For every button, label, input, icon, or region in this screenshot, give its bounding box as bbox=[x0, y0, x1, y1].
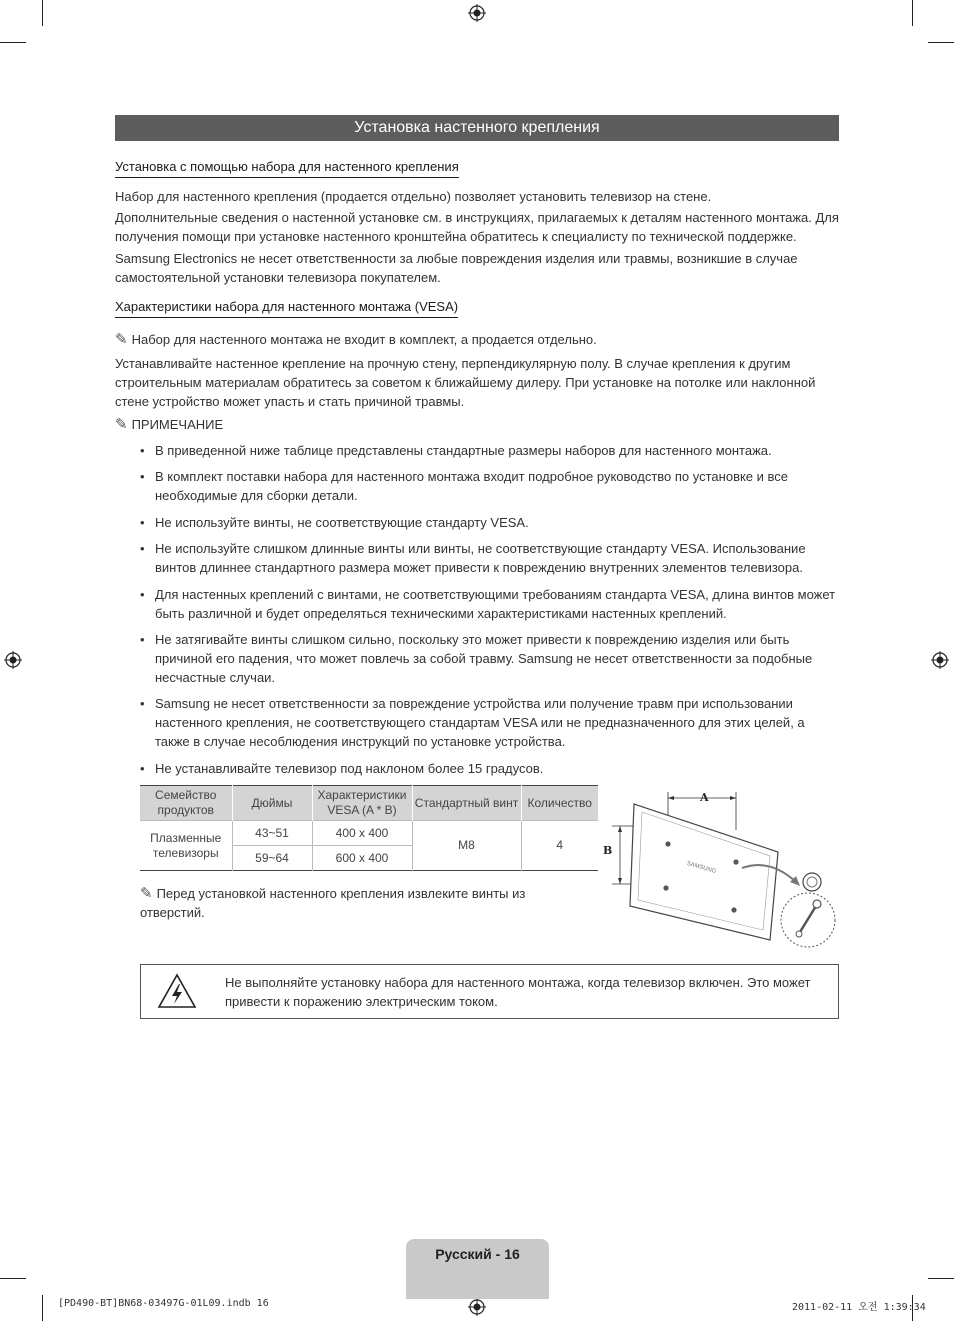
note-heading-text: ПРИМЕЧАНИЕ bbox=[131, 417, 224, 432]
column-header: Характеристики VESA (A * B) bbox=[312, 786, 412, 821]
footer-file-info: [PD490-BT]BN68-03497G-01L09.indb 16 bbox=[58, 1298, 269, 1309]
footer-timestamp: 2011-02-11 오전 1:39:34 bbox=[792, 1302, 926, 1313]
column-header: Семейство продуктов bbox=[140, 786, 232, 821]
tv-brand-label: SAMSUNG bbox=[685, 860, 717, 875]
subheading-vesa-specs: Характеристики набора для настенного монтажа (VESA) bbox=[115, 299, 458, 318]
warning-box bbox=[140, 964, 839, 1019]
list-item: • Samsung не несет ответственности за повреждение устройства или получение травм при использовании настенного крепления, не соответствующего стандартам VESA или не предназначенного для этих целей, а также в случае несоблюдения инструкций по установке устройства. bbox=[140, 696, 805, 750]
column-header: Стандартный винт bbox=[412, 786, 521, 821]
column-header: Дюймы bbox=[232, 786, 312, 821]
paragraph-kit-sold-separately: Набор для настенного крепления (продается отдельно) позволяет установить телевизор на стене. bbox=[115, 189, 712, 204]
registration-mark-icon bbox=[468, 4, 486, 22]
pencil-note-icon: ✎ bbox=[115, 331, 128, 348]
paragraph-samsung-liability: Samsung Electronics не несет ответственности за любые повреждения изделия или травмы, возникшие в случае самостоятельной установки телевизора покупателем. bbox=[115, 251, 798, 285]
note-kit-not-included bbox=[115, 330, 597, 349]
list-item: • В приведенной ниже таблице представлены стандартные размеры наборов для настенного монтажа. bbox=[140, 443, 772, 458]
table-row bbox=[140, 821, 598, 846]
warning-text: Не выполняйте установку набора для настенного монтажа, когда телевизор включен. Это может привести к поражению электрическим током. bbox=[225, 975, 811, 1009]
list-item: • Для настенных креплений с винтами, не соответствующими требованиям стандарта VESA, длина винтов может быть различной и будет определяться техническими характеристиками настенных креплений. bbox=[140, 586, 836, 621]
list-item: • Не используйте винты, не соответствующие стандарту VESA. bbox=[140, 514, 529, 530]
electric-shock-warning-icon bbox=[157, 973, 197, 1009]
list-item: • В комплект поставки набора для настенного монтажа входит подробное руководство по установке и все необходимые для сборки детали. bbox=[140, 469, 789, 504]
table-cell-family: Плазменные телевизоры bbox=[140, 821, 232, 871]
page-number: Русский - 16 bbox=[435, 1246, 520, 1262]
crop-mark bbox=[928, 42, 954, 43]
list-item: • Не затягивайте винты слишком сильно, поскольку это может привести к повреждению изделия или быть причиной его падения, что может повлечь за собой травму. Samsung не несет ответственности за подобные несчастные случаи. bbox=[140, 631, 813, 685]
table-header-row bbox=[140, 786, 598, 821]
crop-mark bbox=[912, 0, 913, 26]
table-cell-inches: 43~51 bbox=[232, 821, 312, 846]
note-remove-screws bbox=[140, 884, 560, 922]
registration-mark-icon bbox=[931, 651, 949, 669]
crop-mark bbox=[42, 0, 43, 26]
tv-rear-vesa-diagram bbox=[600, 778, 840, 953]
note-heading bbox=[115, 415, 223, 434]
crop-mark bbox=[42, 1295, 43, 1321]
paragraph-install-on-solid-wall: Устанавливайте настенное крепление на прочную стену, перпендикулярную полу. В случае крепления к другим строительным материалам обратитесь за советом к ближайшему дилеру. При установке на потолке или наклонной стене устройство может упасть и стать причиной травмы. bbox=[115, 356, 816, 409]
dimension-label-a: A bbox=[700, 791, 709, 804]
vesa-spec-table bbox=[140, 785, 598, 871]
note-text: Перед установкой настенного крепления извлеките винты из отверстий. bbox=[140, 886, 526, 920]
dimension-label-b: B bbox=[603, 844, 613, 857]
note-bullet-list bbox=[140, 441, 840, 785]
table-cell-quantity: 4 bbox=[521, 821, 598, 871]
section-title: Установка настенного крепления bbox=[115, 115, 839, 141]
table-cell-screw: M8 bbox=[412, 821, 521, 871]
registration-mark-icon bbox=[468, 1298, 486, 1316]
crop-mark bbox=[0, 42, 26, 43]
note-text: Набор для настенного монтажа не входит в комплект, а продается отдельно. bbox=[131, 332, 597, 347]
registration-mark-icon bbox=[4, 651, 22, 669]
list-item: • Не устанавливайте телевизор под наклоном более 15 градусов. bbox=[140, 760, 544, 776]
list-item: • Не используйте слишком длинные винты или винты, не соответствующие стандарту VESA. Использование винтов длиннее стандартного размера может привести к повреждению внутренних элементов телевизора. bbox=[140, 541, 806, 576]
table-cell-inches: 59~64 bbox=[232, 846, 312, 871]
subheading-wall-mount-kit: Установка с помощью набора для настенного крепления bbox=[115, 159, 459, 178]
page-number-tab bbox=[406, 1239, 549, 1299]
column-header: Количество bbox=[521, 786, 598, 821]
paragraph-additional-info: Дополнительные сведения о настенной установке см. в инструкциях, прилагаемых к деталям настенного монтажа. Для получения помощи при установке настенного кронштейна обратитесь к специалисту по технической поддержке. bbox=[115, 210, 839, 244]
crop-mark bbox=[928, 1278, 954, 1279]
pencil-note-icon: ✎ bbox=[140, 885, 153, 902]
pencil-note-icon: ✎ bbox=[115, 416, 128, 433]
crop-mark bbox=[0, 1278, 26, 1279]
table-cell-vesa: 600 x 400 bbox=[312, 846, 412, 871]
table-cell-vesa: 400 x 400 bbox=[312, 821, 412, 846]
